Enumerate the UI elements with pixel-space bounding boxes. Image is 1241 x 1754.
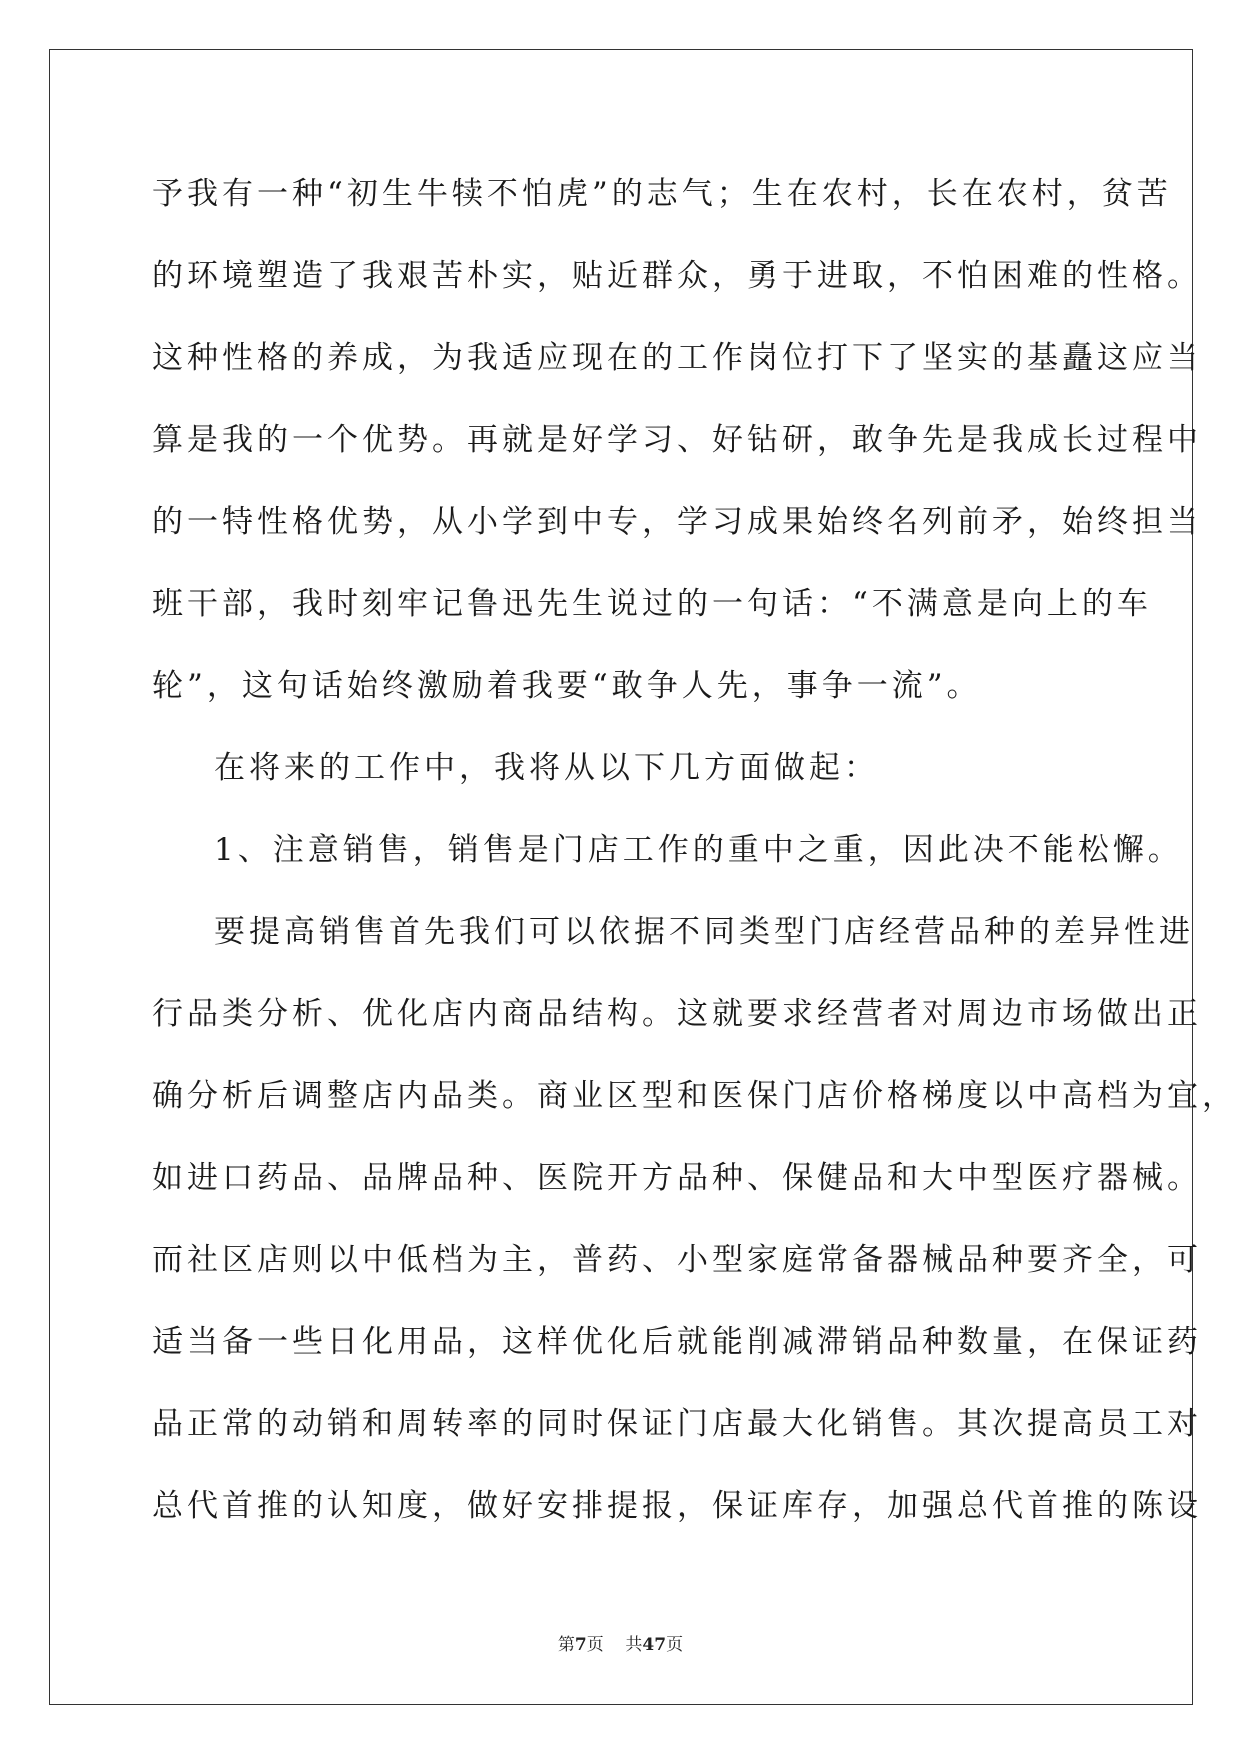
text-line: 要提高销售首先我们可以依据不同类型门店经营品种的差异性进 bbox=[214, 914, 1194, 950]
text-line: 轮”，这句话始终激励着我要“敢争人先，事争一流”。 bbox=[152, 668, 982, 704]
text-line: 而社区店则以中低档为主，普药、小型家庭常备器械品种要齐全，可 bbox=[152, 1242, 1202, 1278]
text-line: 适当备一些日化用品，这样优化后就能削减滞销品种数量，在保证药 bbox=[152, 1324, 1202, 1360]
footer-total-prefix: 共 bbox=[625, 1635, 643, 1655]
footer-page-suffix: 页 bbox=[586, 1635, 604, 1655]
text-line: 确分析后调整店内品类。商业区型和医保门店价格梯度以中高档为宜， bbox=[152, 1078, 1237, 1114]
document-body bbox=[152, 162, 1237, 1556]
text-line: 在将来的工作中，我将从以下几方面做起： bbox=[214, 750, 879, 786]
text-line: 行品类分析、优化店内商品结构。这就要求经营者对周边市场做出正 bbox=[152, 996, 1202, 1032]
text-line: 算是我的一个优势。再就是好学习、好钻研，敢争先是我成长过程中 bbox=[152, 422, 1202, 458]
footer-page-number: 7 bbox=[574, 1635, 587, 1655]
footer-total-pages: 47 bbox=[642, 1635, 667, 1655]
page-footer bbox=[0, 1630, 1241, 1655]
text-line: 1、注意销售，销售是门店工作的重中之重，因此决不能松懈。 bbox=[214, 832, 1183, 868]
text-line: 品正常的动销和周转率的同时保证门店最大化销售。其次提高员工对 bbox=[152, 1406, 1202, 1442]
text-line: 的环境塑造了我艰苦朴实，贴近群众，勇于进取，不怕困难的性格。 bbox=[152, 258, 1202, 294]
text-line: 总代首推的认知度，做好安排提报，保证库存，加强总代首推的陈设 bbox=[152, 1488, 1202, 1524]
text-line: 的一特性格优势，从小学到中专，学习成果始终名列前矛，始终担当 bbox=[152, 504, 1202, 540]
text-line: 予我有一种“初生牛犊不怕虎”的志气；生在农村，长在农村，贫苦 bbox=[152, 176, 1172, 212]
text-line: 班干部，我时刻牢记鲁迅先生说过的一句话：“不满意是向上的车 bbox=[152, 586, 1152, 622]
text-line: 这种性格的养成，为我适应现在的工作岗位打下了坚实的基矗这应当 bbox=[152, 340, 1202, 376]
text-line: 如进口药品、品牌品种、医院开方品种、保健品和大中型医疗器械。 bbox=[152, 1160, 1202, 1196]
footer-page-prefix: 第 bbox=[557, 1635, 575, 1655]
footer-total-suffix: 页 bbox=[666, 1635, 684, 1655]
